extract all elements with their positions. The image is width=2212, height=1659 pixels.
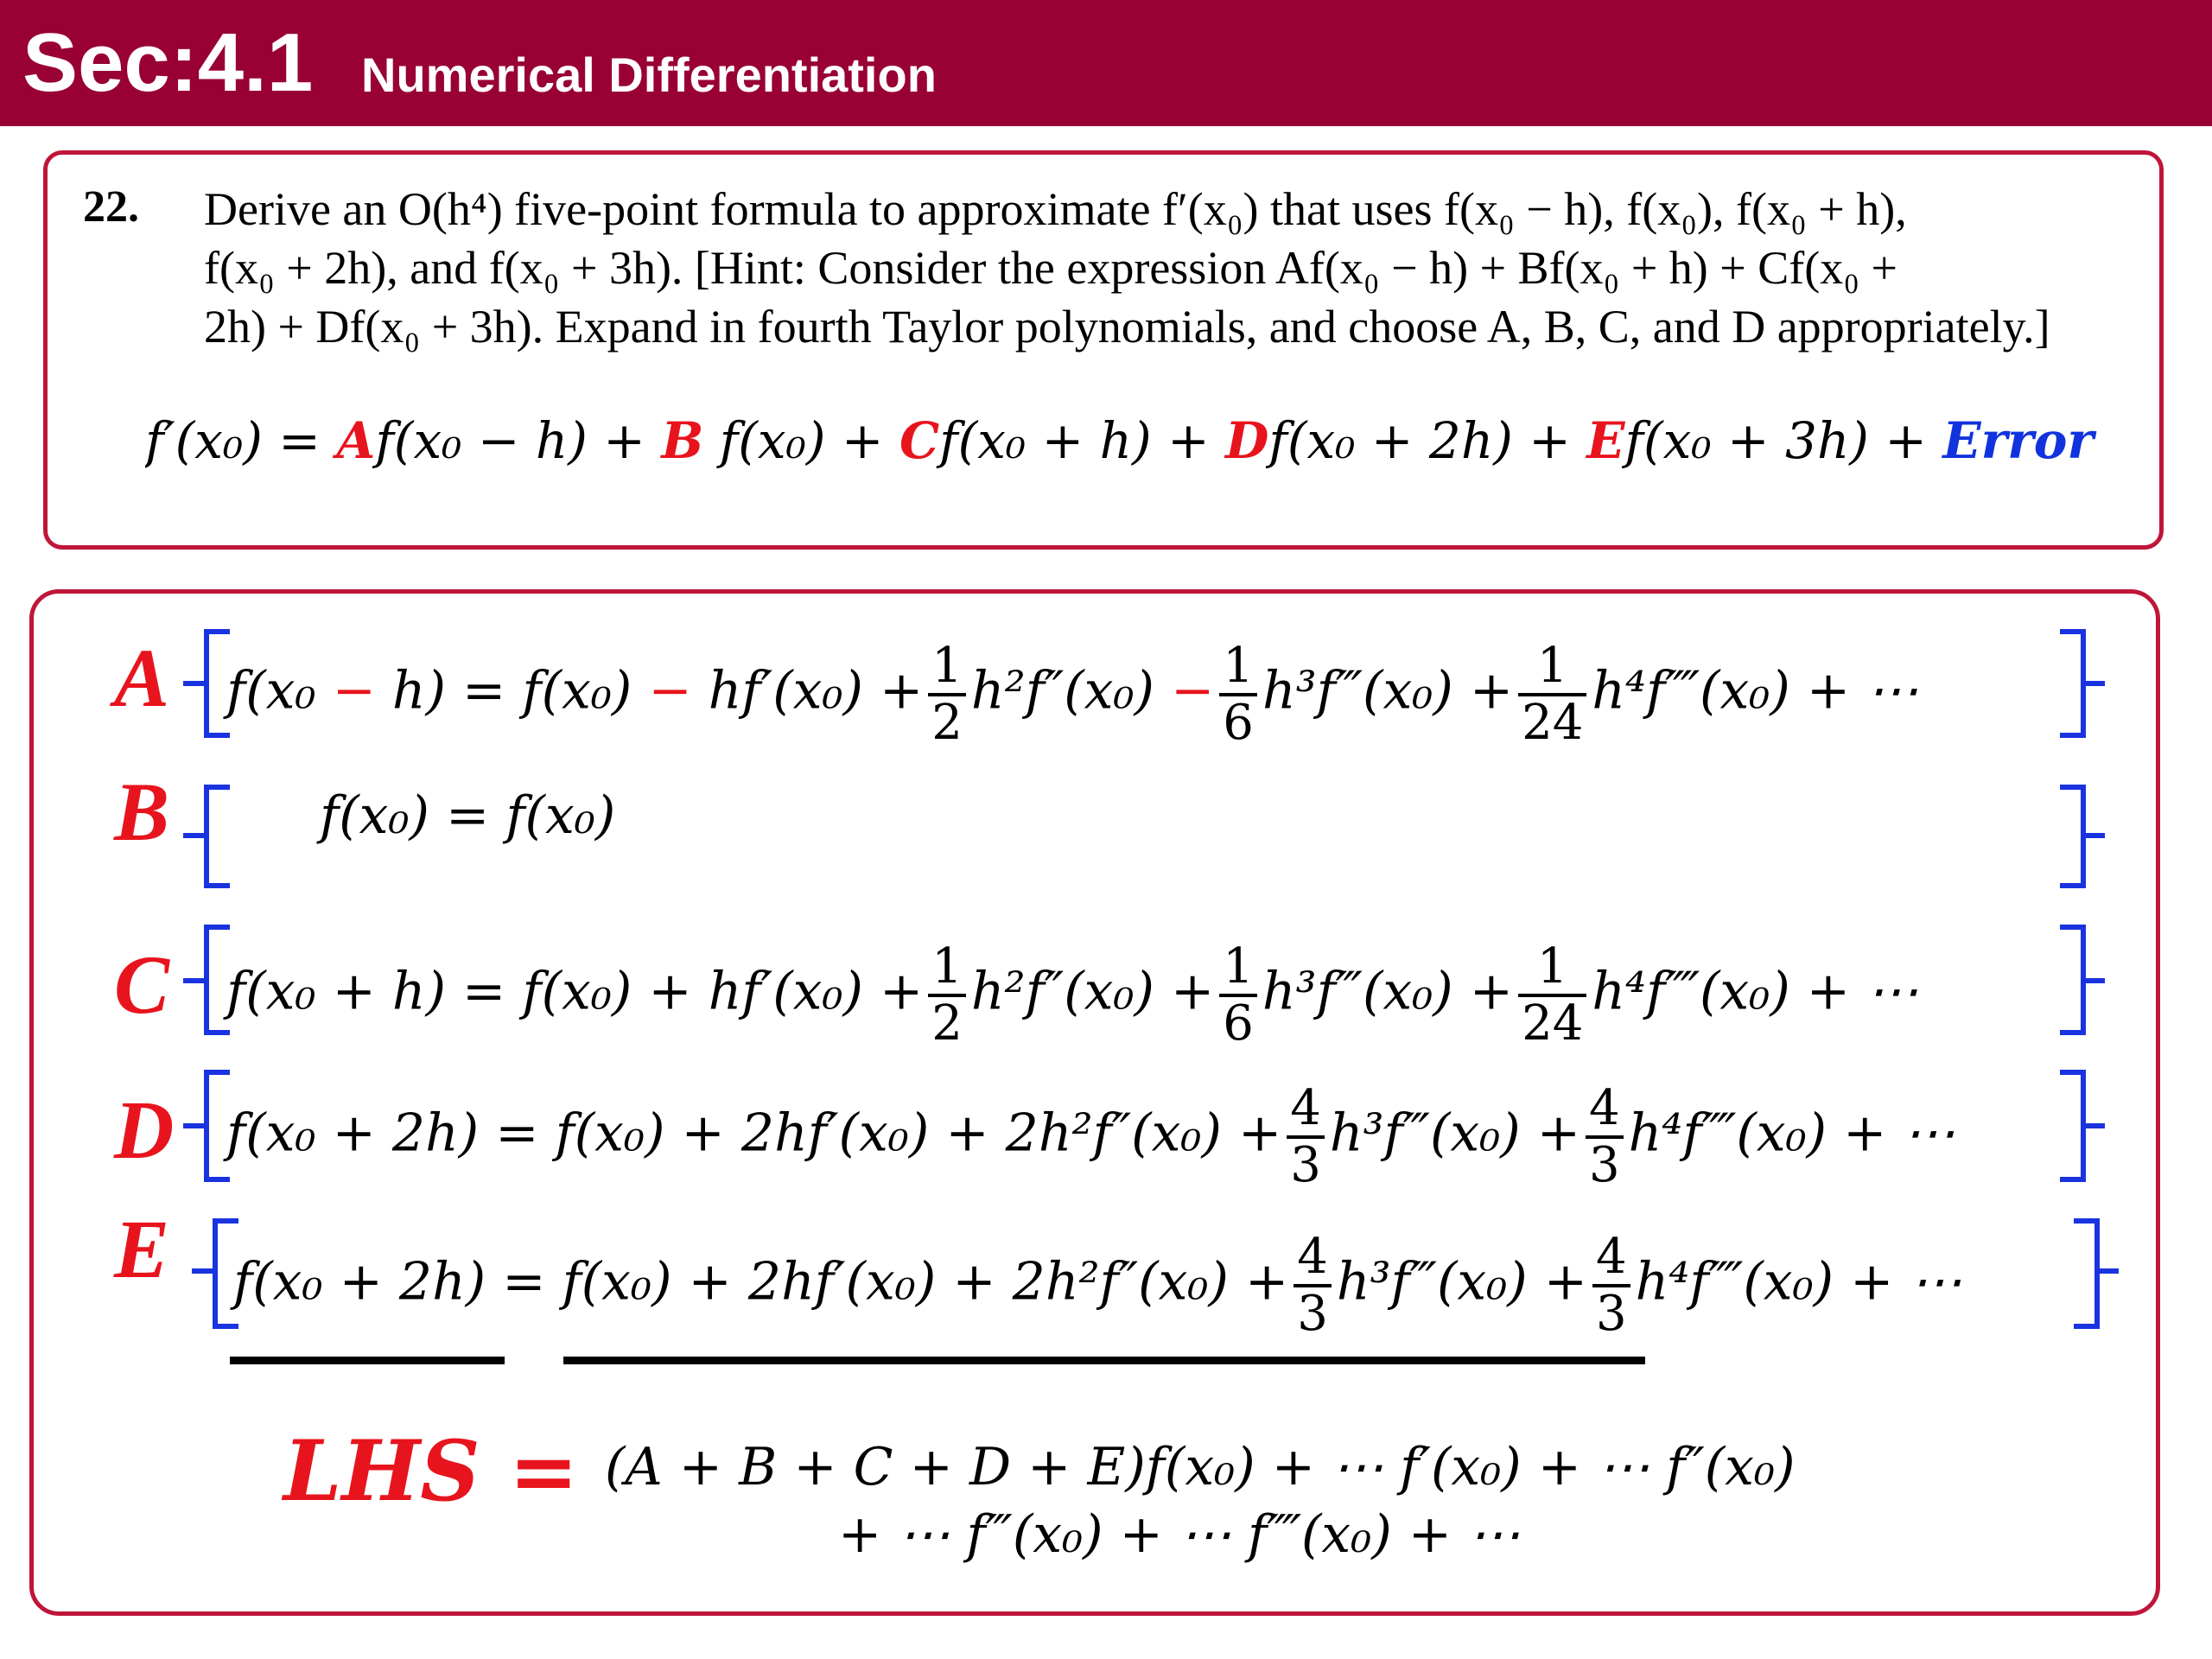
eq-E-mid-1: h³f‴(x₀) + — [1336, 1251, 1588, 1313]
equation-D — [226, 1082, 1955, 1192]
left-bracket-B — [204, 785, 230, 888]
bracket-tick-right-D — [2082, 1123, 2105, 1128]
formula-term-3: f(x₀ + h) + — [939, 411, 1226, 470]
eq-C-mid-1: h²f″(x₀) + — [970, 961, 1215, 1022]
bracket-tick-left-E — [192, 1268, 214, 1274]
eq-A-mid-3: h²f″(x₀) — [970, 660, 1172, 721]
problem-number: 22. — [83, 182, 139, 232]
fraction-A-1: $\frac{1}{2}$ — [928, 639, 966, 750]
formula-lhs: f′(x₀) = — [145, 411, 337, 470]
fraction-C-2: $\frac{1}{6}$ — [1219, 940, 1257, 1051]
coef-E: E — [1586, 411, 1625, 470]
eq-C-mid-2: h³f‴(x₀) + — [1262, 961, 1514, 1022]
coef-A: A — [336, 411, 376, 470]
fraction-A-3: $\frac{1}{24}$ — [1518, 639, 1586, 750]
bracket-tick-right-B — [2082, 833, 2105, 838]
underline-rhs — [563, 1357, 1645, 1364]
target-formula — [145, 406, 2158, 475]
eq-A-mid-2: hf′(x₀) + — [691, 660, 924, 721]
eq-A-red-minus-3: − — [1171, 660, 1215, 721]
fraction-D-2: $\frac{4}{3}$ — [1586, 1082, 1624, 1192]
eq-A-tail: h⁴f⁗(x₀) + ⋯ — [1592, 660, 1919, 721]
equation-A — [226, 639, 1918, 750]
fraction-E-1: $\frac{4}{3}$ — [1294, 1230, 1332, 1341]
bracket-tick-right-E — [2096, 1268, 2119, 1274]
problem-line-3: 2h) + Df(x₀ + 3h). Expand in fourth Taylor polynomials, and choose A, B, C, and D appropriately.] — [204, 301, 2050, 353]
fraction-E-2: $\frac{4}{3}$ — [1592, 1230, 1630, 1341]
equation-E — [233, 1230, 1961, 1341]
eq-C-lead: f(x₀ + h) = f(x₀) + hf′(x₀) + — [226, 961, 924, 1022]
coef-D: D — [1225, 411, 1269, 470]
fraction-D-1: $\frac{4}{3}$ — [1287, 1082, 1325, 1192]
eq-E-lead: f(x₀ + 2h) = f(x₀) + 2hf′(x₀) + 2h²f″(x₀) + — [233, 1251, 1289, 1313]
problem-line-1: Derive an O(h⁴) five-point formula to approximate f′(x₀) that uses f(x₀ − h), f(x₀), f(x₀ + h), — [204, 183, 1907, 235]
eq-A-red-minus-1: − — [332, 660, 376, 721]
row-label-B: B — [114, 766, 170, 858]
lhs-sum-line-1: (A + B + C + D + E)f(x₀) + ⋯ f′(x₀) + ⋯ f″(x₀) — [605, 1437, 1796, 1497]
bracket-tick-left-C — [183, 978, 206, 983]
row-label-E: E — [114, 1203, 170, 1295]
formula-term-1: f(x₀ − h) + — [375, 411, 662, 470]
section-title: Numerical Differentiation — [361, 48, 937, 102]
section-number: Sec:4.1 — [22, 16, 314, 109]
eq-E-tail: h⁴f⁗(x₀) + ⋯ — [1635, 1251, 1962, 1313]
bracket-tick-left-D — [183, 1123, 206, 1128]
eq-A-lead: f(x₀ — [226, 660, 333, 721]
lhs-label: LHS = — [283, 1422, 579, 1520]
eq-D-lead: f(x₀ + 2h) = f(x₀) + 2hf′(x₀) + 2h²f″(x₀) + — [226, 1103, 1282, 1164]
eq-A-mid-4: h³f‴(x₀) + — [1262, 660, 1514, 721]
row-label-D: D — [114, 1084, 175, 1176]
fraction-C-3: $\frac{1}{24}$ — [1518, 940, 1586, 1051]
right-bracket-E — [2074, 1218, 2100, 1329]
row-label-A: A — [114, 632, 170, 724]
bracket-tick-right-C — [2082, 978, 2105, 983]
eq-D-mid-1: h³f‴(x₀) + — [1329, 1103, 1581, 1164]
equation-B: f(x₀) = f(x₀) — [320, 785, 616, 846]
problem-line-2: f(x₀ + 2h), and f(x₀ + 3h). [Hint: Consider the expression Af(x₀ − h) + Bf(x₀ + h) + Cf(x₀ + — [204, 242, 1897, 294]
coef-B: B — [661, 411, 704, 470]
eq-A-red-minus-2: − — [648, 660, 692, 721]
fraction-A-2: $\frac{1}{6}$ — [1219, 639, 1257, 750]
formula-term-4: f(x₀ + 2h) + — [1268, 411, 1587, 470]
row-label-C: C — [114, 938, 170, 1031]
error-term: Error — [1942, 411, 2094, 470]
underline-lhs — [230, 1357, 505, 1364]
bracket-tick-right-A — [2082, 681, 2105, 686]
coef-C: C — [899, 411, 940, 470]
fraction-C-1: $\frac{1}{2}$ — [928, 940, 966, 1051]
equation-C — [226, 940, 1918, 1051]
lhs-sum-line-2: + ⋯ f‴(x₀) + ⋯ f⁗(x₀) + ⋯ — [838, 1504, 1521, 1565]
formula-term-5: f(x₀ + 3h) + — [1624, 411, 1943, 470]
eq-A-mid-1: h) = f(x₀) — [375, 660, 649, 721]
formula-term-2: f(x₀) + — [703, 411, 899, 470]
section-header — [0, 0, 2212, 126]
bracket-tick-left-B — [183, 833, 206, 838]
eq-C-tail: h⁴f⁗(x₀) + ⋯ — [1592, 961, 1919, 1022]
eq-D-tail: h⁴f⁗(x₀) + ⋯ — [1628, 1103, 1955, 1164]
bracket-tick-left-A — [183, 681, 206, 686]
